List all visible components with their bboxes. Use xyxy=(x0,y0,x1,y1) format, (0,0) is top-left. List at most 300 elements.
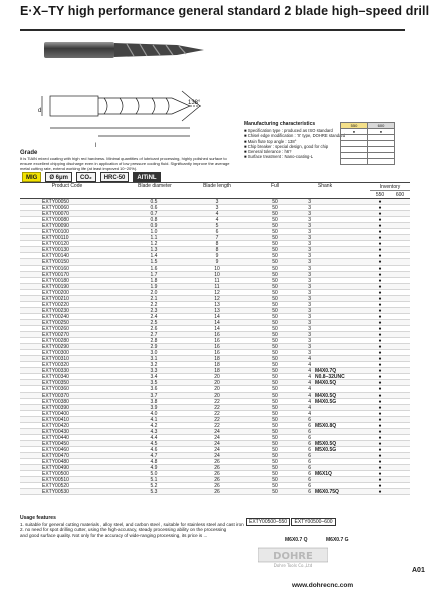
page-number: A01 xyxy=(412,567,425,574)
cell-product-code: EXTY00250 xyxy=(42,319,69,326)
cell-product-code: EXTY00120 xyxy=(42,241,69,248)
cell-product-code: EXTY00170 xyxy=(42,271,69,278)
cell-product-code: EXTY00070 xyxy=(42,211,69,218)
cell-inventory-550: ● xyxy=(378,434,382,441)
cell-product-code: EXTY00100 xyxy=(42,229,69,236)
drill-illustration xyxy=(32,36,232,148)
cell-inventory-550: ● xyxy=(378,422,382,429)
spec-badges xyxy=(22,172,161,182)
cell-full-length: 50 xyxy=(272,465,278,472)
cell-full-length: 50 xyxy=(272,440,278,447)
cell-blade-diameter: 4.7 xyxy=(150,452,158,459)
drawing-angle-label: 138° xyxy=(188,100,201,106)
cell-product-code: EXTY00450 xyxy=(42,440,69,447)
cell-blade-diameter: 1.2 xyxy=(150,241,158,248)
cell-blade-diameter: 0.7 xyxy=(150,211,158,218)
cell-shank: 3 xyxy=(308,325,311,332)
material-section xyxy=(20,150,230,171)
cell-shank: 4 xyxy=(308,362,311,369)
cell-shank: 6 xyxy=(308,440,311,447)
cell-inventory-550: ● xyxy=(378,253,382,260)
cell-product-code: EXTY00180 xyxy=(42,277,69,284)
cell-full-length: 50 xyxy=(272,428,278,435)
cell-shank: 6 xyxy=(308,489,311,496)
cell-inventory-550: ● xyxy=(378,277,382,284)
cell-product-code: EXTY00300 xyxy=(42,350,69,357)
cell-shank: 3 xyxy=(308,247,311,254)
cell-product-code: EXTY00210 xyxy=(42,295,69,302)
cell-blade-length: 24 xyxy=(214,428,220,435)
cell-blade-length: 18 xyxy=(214,362,220,369)
col-inventory xyxy=(370,183,410,191)
cell-shank: 3 xyxy=(308,319,311,326)
cell-product-code: EXTY00080 xyxy=(42,217,69,224)
cell-product-code: EXTY00110 xyxy=(42,235,69,242)
notes-en-heading: Usage features xyxy=(20,515,56,521)
cell-blade-diameter: 0.6 xyxy=(150,205,158,212)
cell-inventory-550: ● xyxy=(378,271,382,278)
col-shank xyxy=(305,183,345,189)
badge-hrc: HRC-50 xyxy=(100,172,130,182)
cell-blade-length: 22 xyxy=(214,398,220,405)
cell-blade-length: 16 xyxy=(214,338,220,345)
cell-blade-diameter: 4.8 xyxy=(150,459,158,466)
cell-inventory-550: ● xyxy=(378,319,382,326)
order-thread-q: M6X0.7 Q xyxy=(285,537,308,543)
cell-full-length: 50 xyxy=(272,344,278,351)
cell-inventory-550: ● xyxy=(378,344,382,351)
cell-inventory-550: ● xyxy=(378,289,382,296)
cell-blade-diameter: 3.8 xyxy=(150,398,158,405)
cell-product-code: EXTY00340 xyxy=(42,374,69,381)
cell-blade-diameter: 4.6 xyxy=(150,446,158,453)
cell-inventory-550: ● xyxy=(378,386,382,393)
cell-thread: M5X0.8Q xyxy=(315,422,337,429)
features-en-line: ■ Chip breaker : special design, good for chip xyxy=(244,143,329,149)
notes-en-line: 1. suitable for general cutting materials , alloy steel, and carbon steel , suitable for stainless steel and cast iron xyxy=(20,521,244,527)
cell-blade-diameter: 3.9 xyxy=(150,404,158,411)
cell-blade-length: 10 xyxy=(214,265,220,272)
cell-product-code: EXTY00190 xyxy=(42,283,69,290)
cell-blade-diameter: 2.7 xyxy=(150,332,158,339)
cell-inventory-550: ● xyxy=(378,229,382,236)
cell-blade-diameter: 3.1 xyxy=(150,356,158,363)
cell-blade-diameter: 0.8 xyxy=(150,217,158,224)
cell-shank: 3 xyxy=(308,332,311,339)
cell-blade-diameter: 2.2 xyxy=(150,301,158,308)
cell-full-length: 50 xyxy=(272,301,278,308)
cell-full-length: 50 xyxy=(272,289,278,296)
cell-product-code: EXTY00130 xyxy=(42,247,69,254)
cell-blade-diameter: 1.3 xyxy=(150,247,158,254)
cell-full-length: 50 xyxy=(272,295,278,302)
cell-shank: 6 xyxy=(308,471,311,478)
cell-thread: M6X1Q xyxy=(315,471,332,478)
cell-blade-diameter: 3.7 xyxy=(150,392,158,399)
header-rule xyxy=(20,29,405,31)
cell-product-code: EXTY00220 xyxy=(42,301,69,308)
cell-blade-length: 22 xyxy=(214,410,220,417)
cell-full-length: 50 xyxy=(272,489,278,496)
col-shank-en: Shank xyxy=(317,183,333,189)
cell-blade-length: 22 xyxy=(214,422,220,429)
cell-shank: 3 xyxy=(308,259,311,266)
cell-blade-length: 18 xyxy=(214,368,220,375)
cell-inventory-550: ● xyxy=(378,295,382,302)
cell-blade-length: 20 xyxy=(214,392,220,399)
cell-product-code: EXTY00270 xyxy=(42,332,69,339)
cell-blade-diameter: 2.1 xyxy=(150,295,158,302)
cell-blade-diameter: 2.5 xyxy=(150,319,158,326)
cell-full-length: 50 xyxy=(272,422,278,429)
cell-blade-length: 14 xyxy=(214,319,220,326)
cell-product-code: EXTY00390 xyxy=(42,404,69,411)
cell-shank: 3 xyxy=(308,344,311,351)
cell-shank: 3 xyxy=(308,199,311,205)
cell-blade-diameter: 5.2 xyxy=(150,483,158,490)
cell-full-length: 50 xyxy=(272,205,278,212)
material-en-text: It is TiAlN mixed coating with high red hardness. Minimal quantities of lubricant processing, highly polished surface to ensure excellent chipping discharge even in application of low pressure cooling fluid. Significantly improve the average metal cutting rate, extend working life (at least improved 10~20%). xyxy=(20,156,230,171)
badge-grain: Ø 6μm xyxy=(45,172,72,182)
cell-shank: 3 xyxy=(308,253,311,260)
cell-blade-diameter: 3.6 xyxy=(150,386,158,393)
cell-inventory-550: ● xyxy=(378,259,382,266)
col-blade-length xyxy=(192,183,242,189)
cell-blade-length: 24 xyxy=(214,446,220,453)
cell-inventory-550: ● xyxy=(378,332,382,339)
cell-shank: 4 xyxy=(308,380,311,387)
cell-thread: N0.8–32UNC xyxy=(315,374,345,381)
cell-blade-length: 4 xyxy=(215,217,219,224)
cell-full-length: 50 xyxy=(272,223,278,230)
cell-full-length: 50 xyxy=(272,265,278,272)
cell-full-length: 50 xyxy=(272,404,278,411)
cell-shank: 3 xyxy=(308,313,311,320)
badge-coating: AlTiNL xyxy=(133,172,160,182)
cell-full-length: 50 xyxy=(272,362,278,369)
cell-blade-diameter: 4.9 xyxy=(150,465,158,472)
cell-product-code: EXTY00410 xyxy=(42,416,69,423)
cell-blade-diameter: 1.8 xyxy=(150,277,158,284)
cell-blade-length: 11 xyxy=(214,283,220,290)
cell-full-length: 50 xyxy=(272,386,278,393)
cell-blade-diameter: 4.2 xyxy=(150,422,158,429)
cell-shank: 4 xyxy=(308,356,311,363)
cell-inventory-550: ● xyxy=(378,307,382,314)
cell-product-code: EXTY00260 xyxy=(42,325,69,332)
material-title-en: Grade xyxy=(20,150,38,156)
cell-blade-length: 26 xyxy=(214,483,220,490)
cell-blade-length: 20 xyxy=(214,386,220,393)
cell-shank: 3 xyxy=(308,235,311,242)
cell-blade-length: 20 xyxy=(214,374,220,381)
cell-inventory-550: ● xyxy=(378,452,382,459)
cell-blade-diameter: 4.3 xyxy=(150,428,158,435)
cell-inventory-550: ● xyxy=(378,398,382,405)
col-full-en: Full xyxy=(270,183,280,189)
website-url[interactable]: www.dohrecnc.com xyxy=(292,582,354,589)
cell-blade-length: 8 xyxy=(215,247,219,254)
table-row xyxy=(20,489,410,495)
cell-shank: 6 xyxy=(308,483,311,490)
cell-shank: 3 xyxy=(308,211,311,218)
features-en-line: ■ Chisel edge modification : 'X' type, DOHRE standard xyxy=(244,133,346,139)
cell-blade-diameter: 3.0 xyxy=(150,350,158,357)
cell-blade-diameter: 5.3 xyxy=(150,489,158,496)
cell-full-length: 50 xyxy=(272,446,278,453)
cell-product-code: EXTY00470 xyxy=(42,452,69,459)
cell-blade-diameter: 5.0 xyxy=(150,471,158,478)
cell-blade-diameter: 4.1 xyxy=(150,416,158,423)
cell-blade-diameter: 1.6 xyxy=(150,265,158,272)
cell-thread: M4X0.5G xyxy=(315,398,337,405)
cell-blade-length: 22 xyxy=(214,404,220,411)
cell-shank: 3 xyxy=(308,307,311,314)
applicable-cell xyxy=(368,159,395,165)
cell-full-length: 50 xyxy=(272,271,278,278)
drill-technical-drawing xyxy=(42,91,202,136)
cell-product-code: EXTY00500 xyxy=(42,471,69,478)
cell-thread: M4X0.5Q xyxy=(315,392,337,399)
cell-shank: 4 xyxy=(308,392,311,399)
applicable-head-550: 550 xyxy=(341,123,368,129)
cell-product-code: EXTY00520 xyxy=(42,483,69,490)
applicable-head-600: 600 xyxy=(368,123,395,129)
cell-product-code: EXTY00460 xyxy=(42,446,69,453)
cell-product-code: EXTY00400 xyxy=(42,410,69,417)
col-inventory-600: 600 xyxy=(395,192,405,198)
cell-full-length: 50 xyxy=(272,434,278,441)
cell-product-code: EXTY00310 xyxy=(42,356,69,363)
cell-shank: 4 xyxy=(308,374,311,381)
cell-full-length: 50 xyxy=(272,241,278,248)
cell-shank: 6 xyxy=(308,459,311,466)
cell-shank: 3 xyxy=(308,271,311,278)
cell-inventory-550: ● xyxy=(378,489,382,496)
cell-inventory-550: ● xyxy=(378,362,382,369)
cell-full-length: 50 xyxy=(272,259,278,266)
cell-blade-diameter: 2.4 xyxy=(150,313,158,320)
cell-full-length: 50 xyxy=(272,459,278,466)
cell-full-length: 50 xyxy=(272,380,278,387)
cell-product-code: EXTY00050 xyxy=(42,199,69,205)
cell-inventory-550: ● xyxy=(378,440,382,447)
cell-blade-length: 9 xyxy=(215,253,219,260)
cell-inventory-550: ● xyxy=(378,350,382,357)
cell-full-length: 50 xyxy=(272,325,278,332)
cell-thread: M4X0.5Q xyxy=(315,380,337,387)
cell-product-code: EXTY00350 xyxy=(42,380,69,387)
cell-shank: 4 xyxy=(308,410,311,417)
cell-blade-diameter: 3.2 xyxy=(150,362,158,369)
features-en-line: ■ Main flute top angle : 138° xyxy=(244,138,297,144)
cell-shank: 3 xyxy=(308,295,311,302)
cell-blade-length: 26 xyxy=(214,477,220,484)
cell-full-length: 50 xyxy=(272,332,278,339)
cell-inventory-550: ● xyxy=(378,313,382,320)
cell-inventory-550: ● xyxy=(378,205,382,212)
cell-blade-diameter: 4.5 xyxy=(150,440,158,447)
cell-blade-length: 16 xyxy=(214,350,220,357)
applicable-cell: ● xyxy=(368,129,395,135)
cell-blade-diameter: 4.0 xyxy=(150,410,158,417)
cell-blade-length: 13 xyxy=(214,307,220,314)
cell-product-code: EXTY00380 xyxy=(42,398,69,405)
cell-shank: 6 xyxy=(308,428,311,435)
cell-shank: 3 xyxy=(308,289,311,296)
cell-full-length: 50 xyxy=(272,283,278,290)
col-product-code xyxy=(30,183,104,189)
cell-blade-length: 14 xyxy=(214,325,220,332)
badge-mig: MIG xyxy=(22,172,41,182)
cell-inventory-550: ● xyxy=(378,235,382,242)
cell-blade-diameter: 1.1 xyxy=(150,235,158,242)
cell-thread: M5X0.5G xyxy=(315,446,337,453)
cell-inventory-550: ● xyxy=(378,199,382,205)
cell-inventory-550: ● xyxy=(378,446,382,453)
cell-inventory-550: ● xyxy=(378,477,382,484)
cell-inventory-550: ● xyxy=(378,247,382,254)
page-title: E·X–TY high performance general standard 2 blade high–speed drill xyxy=(20,4,430,18)
cell-product-code: EXTY00090 xyxy=(42,223,69,230)
cell-blade-length: 26 xyxy=(214,459,220,466)
cell-inventory-550: ● xyxy=(378,325,382,332)
cell-inventory-550: ● xyxy=(378,217,382,224)
cell-product-code: EXTY00060 xyxy=(42,205,69,212)
cell-product-code: EXTY00240 xyxy=(42,313,69,320)
cell-full-length: 50 xyxy=(272,199,278,205)
features-en-line: ■ Surface treatment : Nano-coating-L xyxy=(244,154,314,160)
cell-full-length: 50 xyxy=(272,471,278,478)
cell-full-length: 50 xyxy=(272,319,278,326)
cell-blade-length: 26 xyxy=(214,465,220,472)
cell-blade-diameter: 1.7 xyxy=(150,271,158,278)
col-inventory-en: Inventory xyxy=(379,184,401,190)
cell-full-length: 50 xyxy=(272,368,278,375)
cell-inventory-550: ● xyxy=(378,368,382,375)
cell-full-length: 50 xyxy=(272,392,278,399)
cell-inventory-550: ● xyxy=(378,471,382,478)
cell-full-length: 50 xyxy=(272,374,278,381)
cell-full-length: 50 xyxy=(272,235,278,242)
cell-blade-length: 24 xyxy=(214,452,220,459)
cell-blade-length: 18 xyxy=(214,356,220,363)
features-en-line: ■ General tolerance : h6? xyxy=(244,149,292,155)
cell-inventory-550: ● xyxy=(378,241,382,248)
cell-full-length: 50 xyxy=(272,211,278,218)
cell-product-code: EXTY00510 xyxy=(42,477,69,484)
badge-co: CO₂ xyxy=(76,172,96,182)
cell-inventory-550: ● xyxy=(378,380,382,387)
applicable-cell xyxy=(341,159,368,165)
cell-shank: 6 xyxy=(308,434,311,441)
cell-shank: 6 xyxy=(308,452,311,459)
cell-blade-diameter: 3.5 xyxy=(150,380,158,387)
cell-full-length: 50 xyxy=(272,247,278,254)
col-inventory-550: 550 xyxy=(375,192,385,198)
cell-thread: M4X0.7Q xyxy=(315,368,337,375)
cell-product-code: EXTY00320 xyxy=(42,362,69,369)
cell-shank: 3 xyxy=(308,223,311,230)
cell-full-length: 50 xyxy=(272,307,278,314)
cell-shank: 3 xyxy=(308,277,311,284)
cell-product-code: EXTY00150 xyxy=(42,259,69,266)
cell-blade-diameter: 3.3 xyxy=(150,368,158,375)
cell-product-code: EXTY00370 xyxy=(42,392,69,399)
cell-full-length: 50 xyxy=(272,410,278,417)
cell-product-code: EXTY00140 xyxy=(42,253,69,260)
col-full xyxy=(260,183,290,189)
cell-inventory-550: ● xyxy=(378,483,382,490)
cell-full-length: 50 xyxy=(272,338,278,345)
cell-inventory-550: ● xyxy=(378,392,382,399)
cell-shank: 4 xyxy=(308,398,311,405)
cell-blade-length: 26 xyxy=(214,471,220,478)
cell-inventory-550: ● xyxy=(378,223,382,230)
cell-inventory-550: ● xyxy=(378,416,382,423)
cell-inventory-550: ● xyxy=(378,283,382,290)
cell-blade-diameter: 1.9 xyxy=(150,283,158,290)
cell-blade-length: 16 xyxy=(214,332,220,339)
table-body xyxy=(20,199,410,495)
cell-blade-length: 12 xyxy=(214,289,220,296)
cell-shank: 6 xyxy=(308,446,311,453)
cell-full-length: 50 xyxy=(272,229,278,236)
cell-shank: 4 xyxy=(308,404,311,411)
cell-full-length: 50 xyxy=(272,217,278,224)
table-header xyxy=(20,182,410,199)
cell-blade-length: 7 xyxy=(215,235,219,242)
cell-blade-diameter: 0.5 xyxy=(150,199,158,205)
cell-blade-diameter: 0.9 xyxy=(150,223,158,230)
product-table xyxy=(20,182,410,495)
col-blade-diameter-en: Blade diameter xyxy=(138,183,172,189)
cell-shank: 6 xyxy=(308,465,311,472)
cell-full-length: 50 xyxy=(272,253,278,260)
cell-product-code: EXTY00290 xyxy=(42,344,69,351)
dohre-logo xyxy=(258,546,328,568)
logo-text: DOHRE xyxy=(273,551,313,562)
cell-inventory-550: ● xyxy=(378,465,382,472)
cell-blade-length: 8 xyxy=(215,241,219,248)
cell-inventory-550: ● xyxy=(378,374,382,381)
order-code-600: EXTY00500–600 xyxy=(291,518,335,526)
cell-blade-length: 11 xyxy=(214,277,220,284)
cell-blade-length: 13 xyxy=(214,301,220,308)
cell-blade-length: 5 xyxy=(215,223,219,230)
cell-shank: 6 xyxy=(308,422,311,429)
cell-inventory-550: ● xyxy=(378,338,382,345)
applicable-cell: ● xyxy=(341,129,368,135)
cell-blade-length: 3 xyxy=(215,199,219,205)
order-example xyxy=(246,518,336,526)
cell-shank: 3 xyxy=(308,265,311,272)
order-thread-g: M6X0.7 G xyxy=(326,537,349,543)
cell-blade-diameter: 1.0 xyxy=(150,229,158,236)
order-code-550: EXTY00500–550 xyxy=(246,518,290,526)
features-en-line: ■ Specification type : produced as ISO standard xyxy=(244,128,333,134)
cell-product-code: EXTY00490 xyxy=(42,465,69,472)
cell-shank: 3 xyxy=(308,350,311,357)
cell-inventory-550: ● xyxy=(378,265,382,272)
cell-blade-length: 4 xyxy=(215,211,219,218)
cell-blade-diameter: 2.3 xyxy=(150,307,158,314)
cell-full-length: 50 xyxy=(272,356,278,363)
cell-inventory-550: ● xyxy=(378,301,382,308)
cell-shank: 3 xyxy=(308,217,311,224)
notes-en-line: 2. no need for spot drilling cutter, using the high-accuracy, steady processing ability on the processing xyxy=(20,527,227,533)
cell-blade-diameter: 3.4 xyxy=(150,374,158,381)
